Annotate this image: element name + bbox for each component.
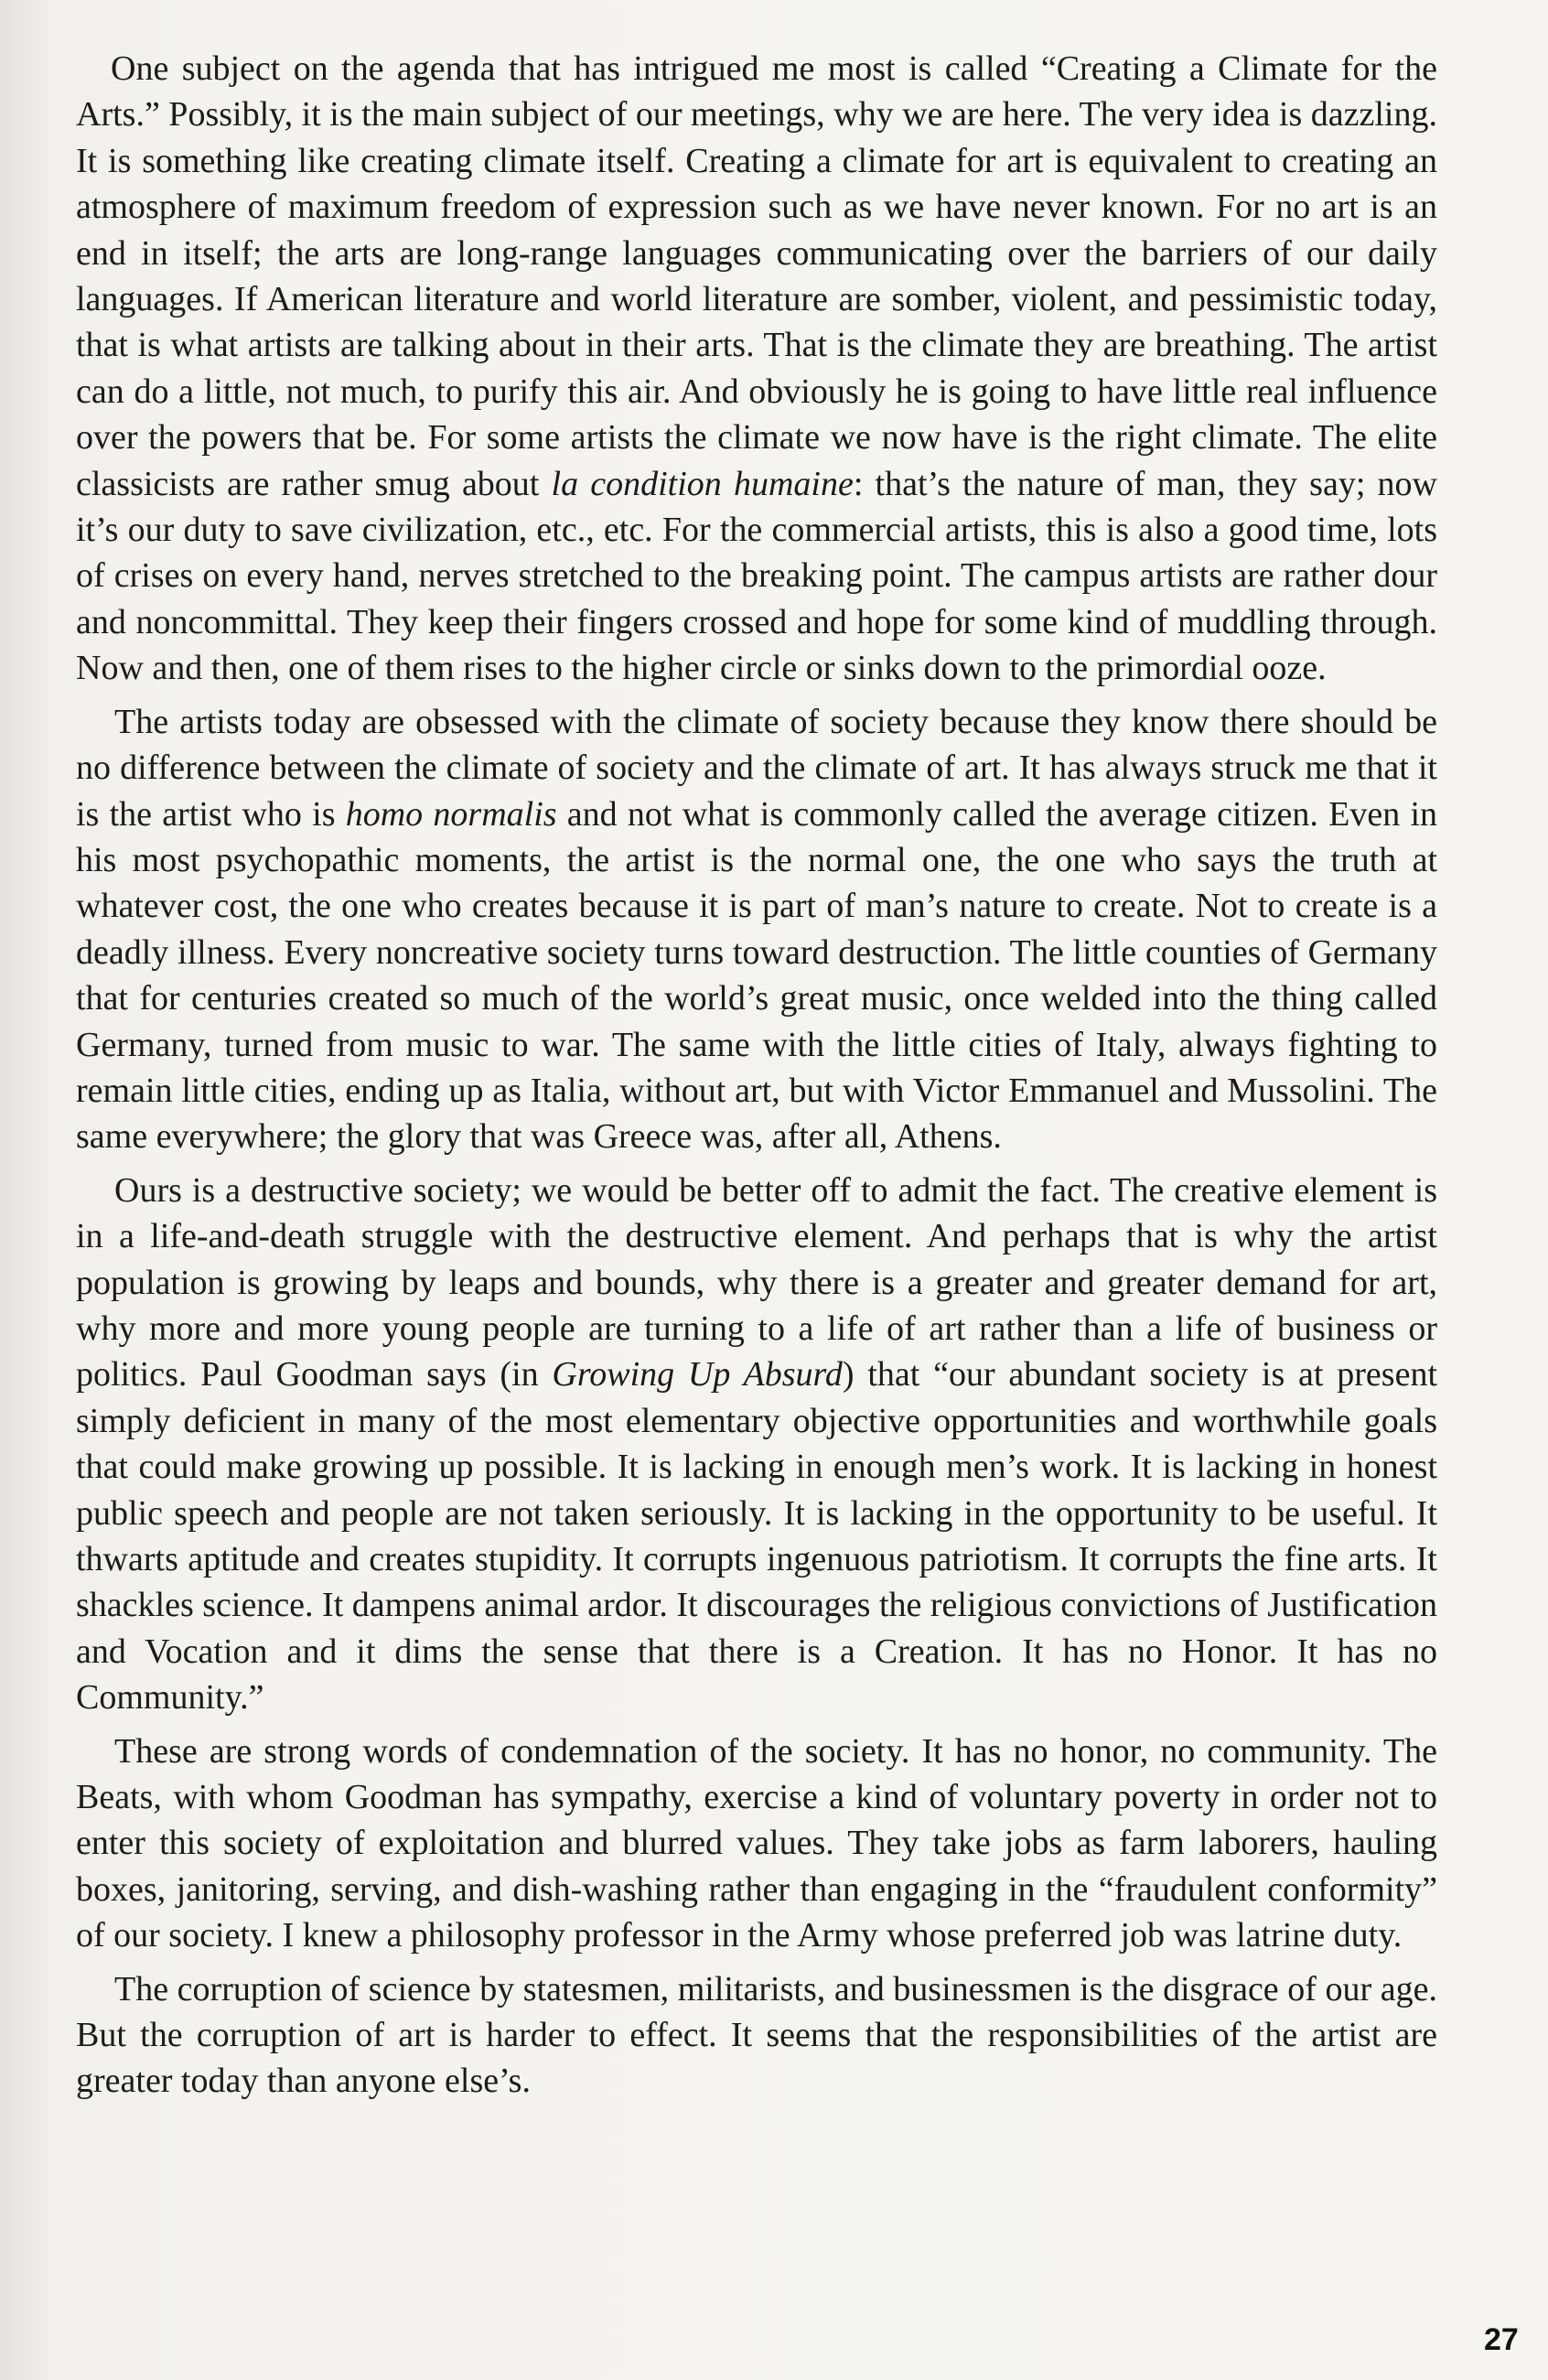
paragraph-2 — [76, 699, 1437, 1160]
paragraph-3 — [76, 1168, 1437, 1721]
paragraph-2-text-b: and not what is commonly called the average citizen. Even in his most psychopathic moments, the artist is the normal one, the one who says the truth at whatever cost, the one who creates because it is part of man’s nature to create. Not to create is a deadly illness. Every noncreative society turns toward destruction. The little counties of Germany that for centuries created so much of the world’s great music, once welded into the thing called Germany, turned from music to war. The same with the little cities of Italy, always fighting to remain little cities, ending up as Italia, without art, but with Victor Emmanuel and Mussolini. The same everywhere; the glory that was Greece was, after all, Athens. — [76, 794, 1438, 1157]
paragraph-3-text-b: ) that “our abundant society is at present simply deficient in many of the most elementary objective opportunities and worthwhile goals that could make growing up possible. It is lacking in enough men’s work. It is lacking in honest public speech and people are not taken seriously. It is lacking in the opportunity to be useful. It thwarts aptitude and creates stupidity. It corrupts ingenuous patriotism. It corrupts the fine arts. It shackles science. It dampens animal ardor. It discourages the religious convictions of Justification and Vocation and it dims the sense that there is a Creation. It has no Honor. It has no Community.” — [76, 1355, 1437, 1718]
article-body — [76, 46, 1437, 2112]
paragraph-4-text: These are strong words of condemnation of the society. It has no honor, no community. The Beats, with whom Goodman has sympathy, exercise a kind of voluntary poverty in order not to enter this society of exploitation and blurred values. They take jobs as farm laborers, hauling boxes, janitoring, serving, and dish-washing rather than engaging in the “fraudulent conformity” of our society. I knew a philosophy professor in the Army whose preferred job was latrine duty. — [76, 1731, 1437, 1955]
paragraph-1 — [76, 46, 1437, 692]
paragraph-5 — [76, 1966, 1437, 2105]
page-number: 27 — [1484, 2322, 1519, 2357]
paragraph-3-italic-book-title: Growing Up Absurd — [552, 1355, 843, 1395]
paragraph-1-text-a: One subject on the agenda that has intrigued me most is called “Creating a Climate for the Arts.” Possibly, it is the main subject of our meetings, why we are here. The very idea is dazzling. It is something like creating climate itself. Creating a climate for art is equivalent to creating an atmosphere of maximum freedom of expression such as we have never known. For no art is an end in itself; the arts are long-range languages communicating over the barriers of our daily languages. If American literature and world literature are somber, violent, and pessimistic today, that is what artists are talking about in their arts. That is the climate they are breathing. The artist can do a little, not much, to purify this air. And obviously he is going to have little real influence over the powers that be. For some artists the climate we now have is the right climate. The elite classicists are rather smug about — [76, 49, 1437, 503]
paragraph-1-text-b: : that’s the nature of man, they say; now it’s our duty to save civilization, etc., etc. For the commercial artists, this is also a good time, lots of crises on every hand, nerves stretched to the breaking point. The campus artists are rather dour and noncommittal. They keep their fingers crossed and hope for some kind of muddling through. Now and then, one of them rises to the higher circle or sinks down to the primordial ooze. — [76, 464, 1437, 688]
paragraph-3-text-a: Ours is a destructive society; we would be better off to admit the fact. The creative element is in a life-and-death struggle with the destructive element. And perhaps that is why the artist population is growing by leaps and bounds, why there is a greater and greater demand for art, why more and more young people are turning to a life of art rather than a life of business or politics. Paul Goodman says (in — [76, 1170, 1437, 1395]
paragraph-5-text: The corruption of science by statesmen, militarists, and businessmen is the disgrace of our age. But the corruption of art is harder to effect. It seems that the responsibilities of the artist are greater today than anyone else’s. — [76, 1969, 1437, 2101]
paragraph-2-italic-homo-normalis: homo normalis — [345, 794, 557, 834]
paragraph-1-italic-la-condition-humaine: la condition humaine — [551, 464, 854, 503]
paragraph-4 — [76, 1728, 1437, 1959]
paragraph-2-text-a: The artists today are obsessed with the climate of society because they know there should be no difference between the climate of society and the climate of art. It has always struck me that it is the artist who is — [76, 702, 1437, 834]
